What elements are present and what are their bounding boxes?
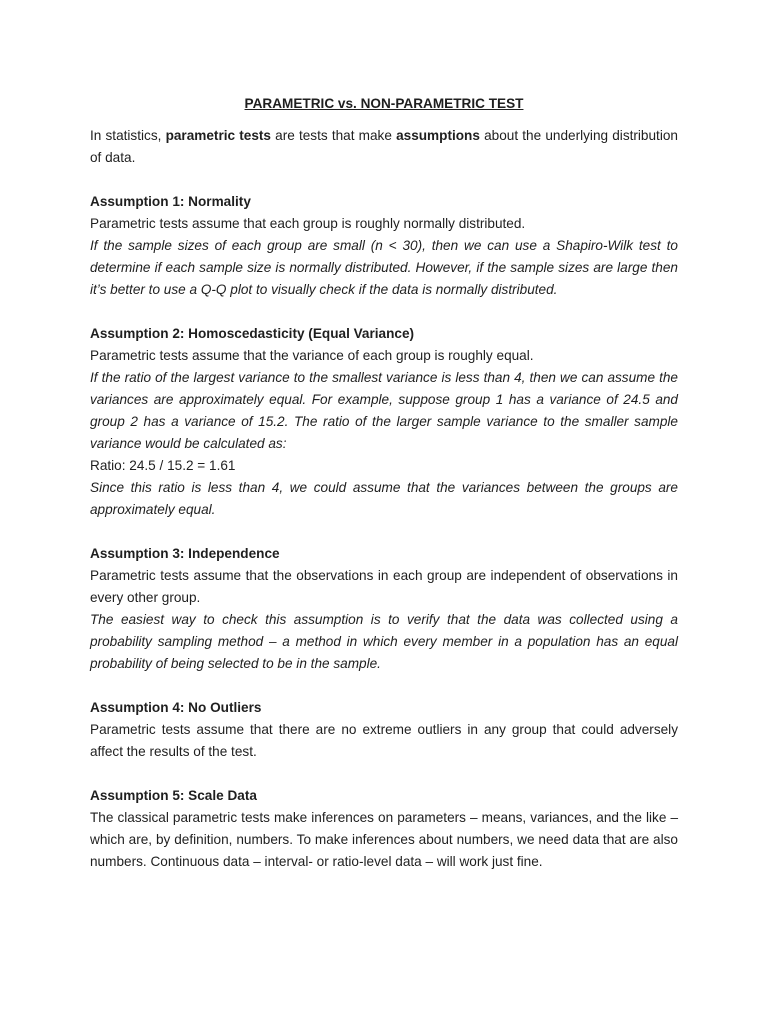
section-normality xyxy=(90,191,678,301)
document-title: PARAMETRIC vs. NON-PARAMETRIC TEST xyxy=(244,96,524,111)
section-italic-note: The easiest way to check this assumption is to verify that the data was collected using a probability sampling method – a method in which every member in a population has an equal probability of being selected to be in the sample. xyxy=(90,612,678,671)
section-heading: Assumption 2: Homoscedasticity (Equal Variance) xyxy=(90,326,415,341)
section-italic-note: If the ratio of the largest variance to the smallest variance is less than 4, then we can assume the variances are approximately equal. For example, suppose group 1 has a variance of 24.5 and group 2 has a variance of 15.2. The ratio of the larger sample variance to the smaller sample variance would be calculated as: xyxy=(90,370,678,451)
section-homoscedasticity xyxy=(90,323,678,521)
intro-text-3: about the underlying distribution of data. xyxy=(90,128,678,165)
section-text: Parametric tests assume that there are no extreme outliers in any group that could adversely affect the results of the test. xyxy=(90,722,678,759)
intro-text-1: In statistics, xyxy=(90,128,166,143)
section-independence xyxy=(90,543,678,675)
intro-bold-parametric-tests: parametric tests xyxy=(165,128,271,143)
section-heading: Assumption 4: No Outliers xyxy=(90,700,262,715)
section-italic-note: If the sample sizes of each group are small (n < 30), then we can use a Shapiro-Wilk test to determine if each sample size is normally distributed. However, if the sample sizes are large then it’s better to use a Q-Q plot to visually check if the data is normally distributed. xyxy=(90,238,678,297)
section-text: Parametric tests assume that each group is roughly normally distributed. xyxy=(90,216,526,231)
section-text: Parametric tests assume that the variance of each group is roughly equal. xyxy=(90,348,534,363)
intro-paragraph xyxy=(90,125,678,169)
section-heading: Assumption 3: Independence xyxy=(90,546,280,561)
section-scale-data xyxy=(90,785,678,873)
intro-bold-assumptions: assumptions xyxy=(396,128,480,143)
section-no-outliers xyxy=(90,697,678,763)
section-heading: Assumption 1: Normality xyxy=(90,194,251,209)
document-page xyxy=(90,93,678,873)
section-italic-conclusion: Since this ratio is less than 4, we could assume that the variances between the groups are approximately equal. xyxy=(90,480,678,517)
intro-text-2: are tests that make xyxy=(270,128,397,143)
ratio-calculation: Ratio: 24.5 / 15.2 = 1.61 xyxy=(90,458,236,473)
section-heading: Assumption 5: Scale Data xyxy=(90,788,257,803)
section-text: The classical parametric tests make inferences on parameters – means, variances, and the like – which are, by definition, numbers. To make inferences about numbers, we need data that are also numbers. Continuous data – interval- or ratio-level data – will work just fine. xyxy=(90,810,678,869)
section-text: Parametric tests assume that the observations in each group are independent of observations in every other group. xyxy=(90,568,678,605)
